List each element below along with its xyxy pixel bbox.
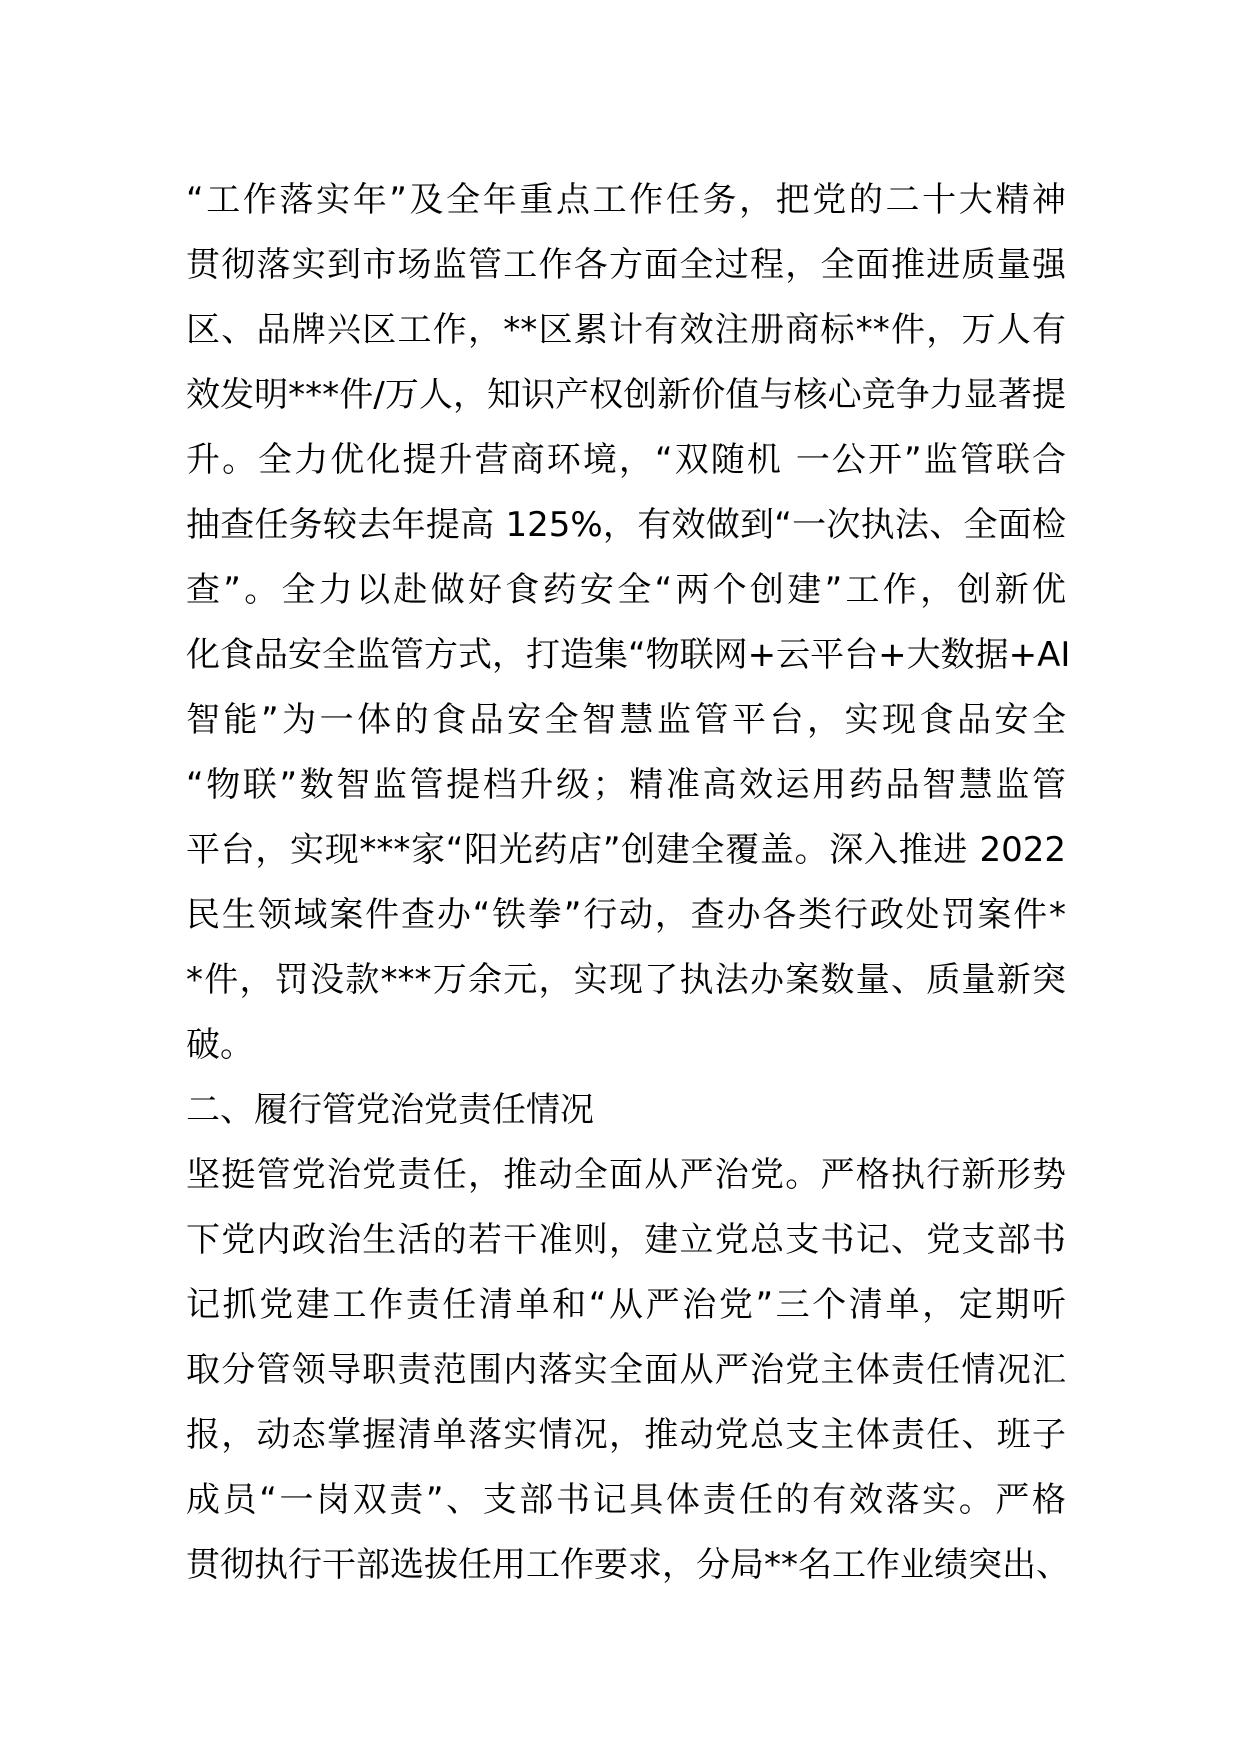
text-line: 贯彻执行干部选拔任用工作要求，分局**名工作业绩突出、	[186, 1545, 1070, 1585]
text-line: 智能”为一体的食品安全智慧监管平台，实现食品安全	[186, 700, 1066, 740]
text-line: *件，罚没款***万余元，实现了执法办案数量、质量新突	[186, 960, 1066, 1000]
section-heading: 二、履行管党治党责任情况	[186, 1090, 594, 1130]
text-line: 取分管领导职责范围内落实全面从严治党主体责任情况汇	[186, 1350, 1066, 1390]
text-line: 成员“一岗双责”、支部书记具体责任的有效落实。严格	[186, 1480, 1066, 1520]
text-line: 贯彻落实到市场监管工作各方面全过程，全面推进质量强	[186, 245, 1066, 285]
text-line: 下党内政治生活的若干准则，建立党总支书记、党支部书	[186, 1220, 1066, 1260]
text-line: 查”。全力以赴做好食药安全“两个创建”工作，创新优	[186, 570, 1066, 610]
text-line: “物联”数智监管提档升级；精准高效运用药品智慧监管	[186, 765, 1066, 805]
text-line: 坚挺管党治党责任，推动全面从严治党。严格执行新形势	[186, 1155, 1066, 1195]
paragraph-end-line: 破。	[186, 1025, 254, 1065]
text-line: 报，动态掌握清单落实情况，推动党总支主体责任、班子	[186, 1415, 1066, 1455]
text-line: 记抓党建工作责任清单和“从严治党”三个清单，定期听	[186, 1285, 1066, 1325]
body-text	[186, 168, 1071, 1598]
text-line: “工作落实年”及全年重点工作任务，把党的二十大精神	[186, 180, 1066, 220]
text-line: 区、品牌兴区工作，**区累计有效注册商标**件，万人有	[186, 310, 1066, 350]
text-line: 抽查任务较去年提高 125%，有效做到“一次执法、全面检	[186, 505, 1066, 545]
text-line: 平台，实现***家“阳光药店”创建全覆盖。深入推进 2022	[186, 830, 1066, 870]
text-line: 化食品安全监管方式，打造集“物联网+云平台+大数据+AI	[186, 635, 1071, 675]
text-line: 效发明***件/万人，知识产权创新价值与核心竞争力显著提	[186, 375, 1066, 415]
text-line: 升。全力优化提升营商环境，“双随机 一公开”监管联合	[186, 440, 1066, 480]
text-line: 民生领域案件查办“铁拳”行动，查办各类行政处罚案件*	[186, 895, 1066, 935]
